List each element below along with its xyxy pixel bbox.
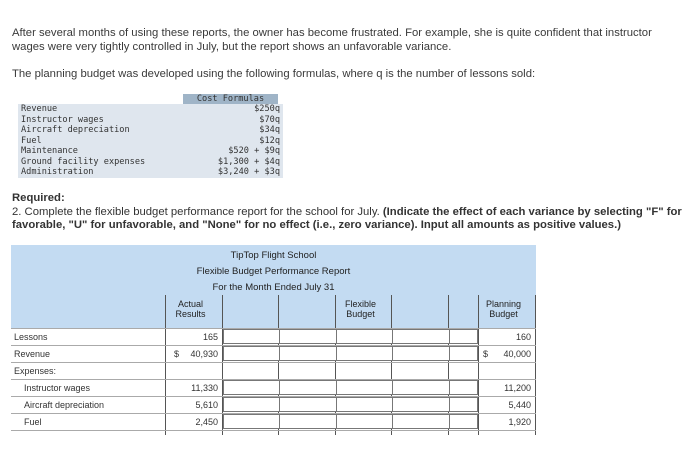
formula-row [18, 104, 283, 115]
actual-revenue: 40,930 [190, 349, 218, 359]
required-instructions [12, 206, 684, 232]
planning-instructor-wages: 11,200 [504, 383, 531, 393]
formula-row [18, 125, 283, 136]
report-company: TipTop Flight School [230, 250, 317, 261]
flexible-budget-input[interactable] [336, 414, 394, 429]
actual-aircraft-depreciation: 5,610 [195, 400, 218, 410]
row-label-instructor-wages: Instructor wages [24, 383, 91, 393]
effect-select[interactable] [279, 397, 337, 412]
formula-value: $3,240 + $3q [217, 167, 280, 177]
formula-label: Revenue [21, 104, 58, 114]
actual-lessons: 165 [202, 332, 218, 342]
col-actual-results: Actual Results [175, 299, 206, 319]
formula-value: $12q [259, 135, 280, 146]
planning-aircraft-depreciation: 5,440 [508, 400, 531, 410]
grid-line [165, 295, 166, 435]
row-line [11, 430, 536, 431]
formula-row [18, 136, 283, 147]
required-text: 2. Complete the flexible budget performance report for the school for July. [12, 206, 380, 218]
formula-label: Instructor wages [21, 114, 104, 125]
flexible-budget-report [11, 245, 536, 435]
actual-revenue-dollar: $ [174, 349, 180, 359]
flexible-budget-input[interactable] [336, 380, 394, 395]
planning-fuel: 1,920 [508, 417, 531, 427]
required-bold-text: (Indicate the effect of each variance by selecting "F" for favorable, "U" for unfavorable, and "None" for no effect (i.e., zero variance). Input all amounts as positive values.) [12, 206, 682, 231]
formula-row [18, 167, 283, 178]
cost-formulas-table [18, 94, 280, 180]
effect-select[interactable] [449, 414, 478, 429]
variance-input[interactable] [392, 380, 450, 395]
formula-value: $1,300 + $4q [217, 156, 280, 167]
row-label-fuel: Fuel [24, 417, 42, 427]
planning-revenue-dollar: $ [483, 349, 489, 359]
formula-value: $34q [259, 125, 280, 135]
col-flexible-budget: Flexible Budget [344, 299, 376, 319]
row-label-revenue: Revenue [14, 349, 51, 359]
report-header-band [11, 295, 536, 328]
effect-select[interactable] [279, 414, 337, 429]
effect-select[interactable] [449, 329, 478, 344]
planning-lessons: 160 [515, 332, 531, 342]
effect-select[interactable] [449, 346, 478, 361]
variance-input[interactable] [223, 346, 281, 361]
effect-select[interactable] [279, 346, 337, 361]
variance-input[interactable] [392, 346, 450, 361]
formula-intro-text: The planning budget was developed using the following formulas, where q is the number of lessons sold: [12, 68, 536, 80]
variance-input[interactable] [223, 397, 281, 412]
formula-value: $520 + $9q [228, 146, 280, 156]
variance-input[interactable] [223, 414, 281, 429]
intro-paragraph: After several months of using these reports, the owner has become frustrated. For example, she is quite confident that instructor wages were very tightly controlled in July, but the report shows an unfavorable variance. [12, 27, 652, 53]
variance-input[interactable] [392, 329, 450, 344]
formula-label: Maintenance [21, 146, 78, 156]
variance-input[interactable] [223, 329, 281, 344]
flexible-budget-input[interactable] [336, 397, 394, 412]
actual-fuel: 2,450 [195, 417, 218, 427]
variance-input[interactable] [392, 397, 450, 412]
formula-intro [12, 67, 535, 81]
effect-select[interactable] [449, 397, 478, 412]
grid-line [478, 295, 479, 435]
effect-select[interactable] [279, 380, 337, 395]
formula-value: $250q [254, 104, 280, 114]
row-label-lessons: Lessons [14, 332, 48, 342]
effect-select[interactable] [449, 380, 478, 395]
col-planning-budget: Planning Budget [485, 299, 522, 319]
row-line [11, 362, 536, 363]
formula-label: Aircraft depreciation [21, 125, 130, 135]
report-period: For the Month Ended July 31 [212, 282, 335, 293]
grid-line [535, 295, 536, 435]
planning-revenue: 40,000 [503, 349, 531, 359]
variance-input[interactable] [223, 380, 281, 395]
row-label-expenses: Expenses: [14, 366, 57, 376]
formula-label: Ground facility expenses [21, 156, 146, 167]
formula-row [18, 115, 283, 126]
effect-select[interactable] [279, 329, 337, 344]
flexible-budget-input[interactable] [336, 346, 394, 361]
formula-label: Fuel [21, 135, 42, 146]
variance-input[interactable] [392, 414, 450, 429]
formula-label: Administration [21, 167, 94, 177]
row-label-aircraft-depreciation: Aircraft depreciation [24, 400, 105, 410]
required-heading: Required: [12, 192, 65, 204]
formula-row [18, 157, 283, 168]
formula-row [18, 146, 283, 157]
cost-formulas-header: Cost Formulas [183, 94, 278, 104]
actual-instructor-wages: 11,330 [191, 383, 218, 393]
report-title: Flexible Budget Performance Report [196, 266, 351, 277]
formula-value: $70q [259, 114, 280, 125]
flexible-budget-input[interactable] [336, 329, 394, 344]
